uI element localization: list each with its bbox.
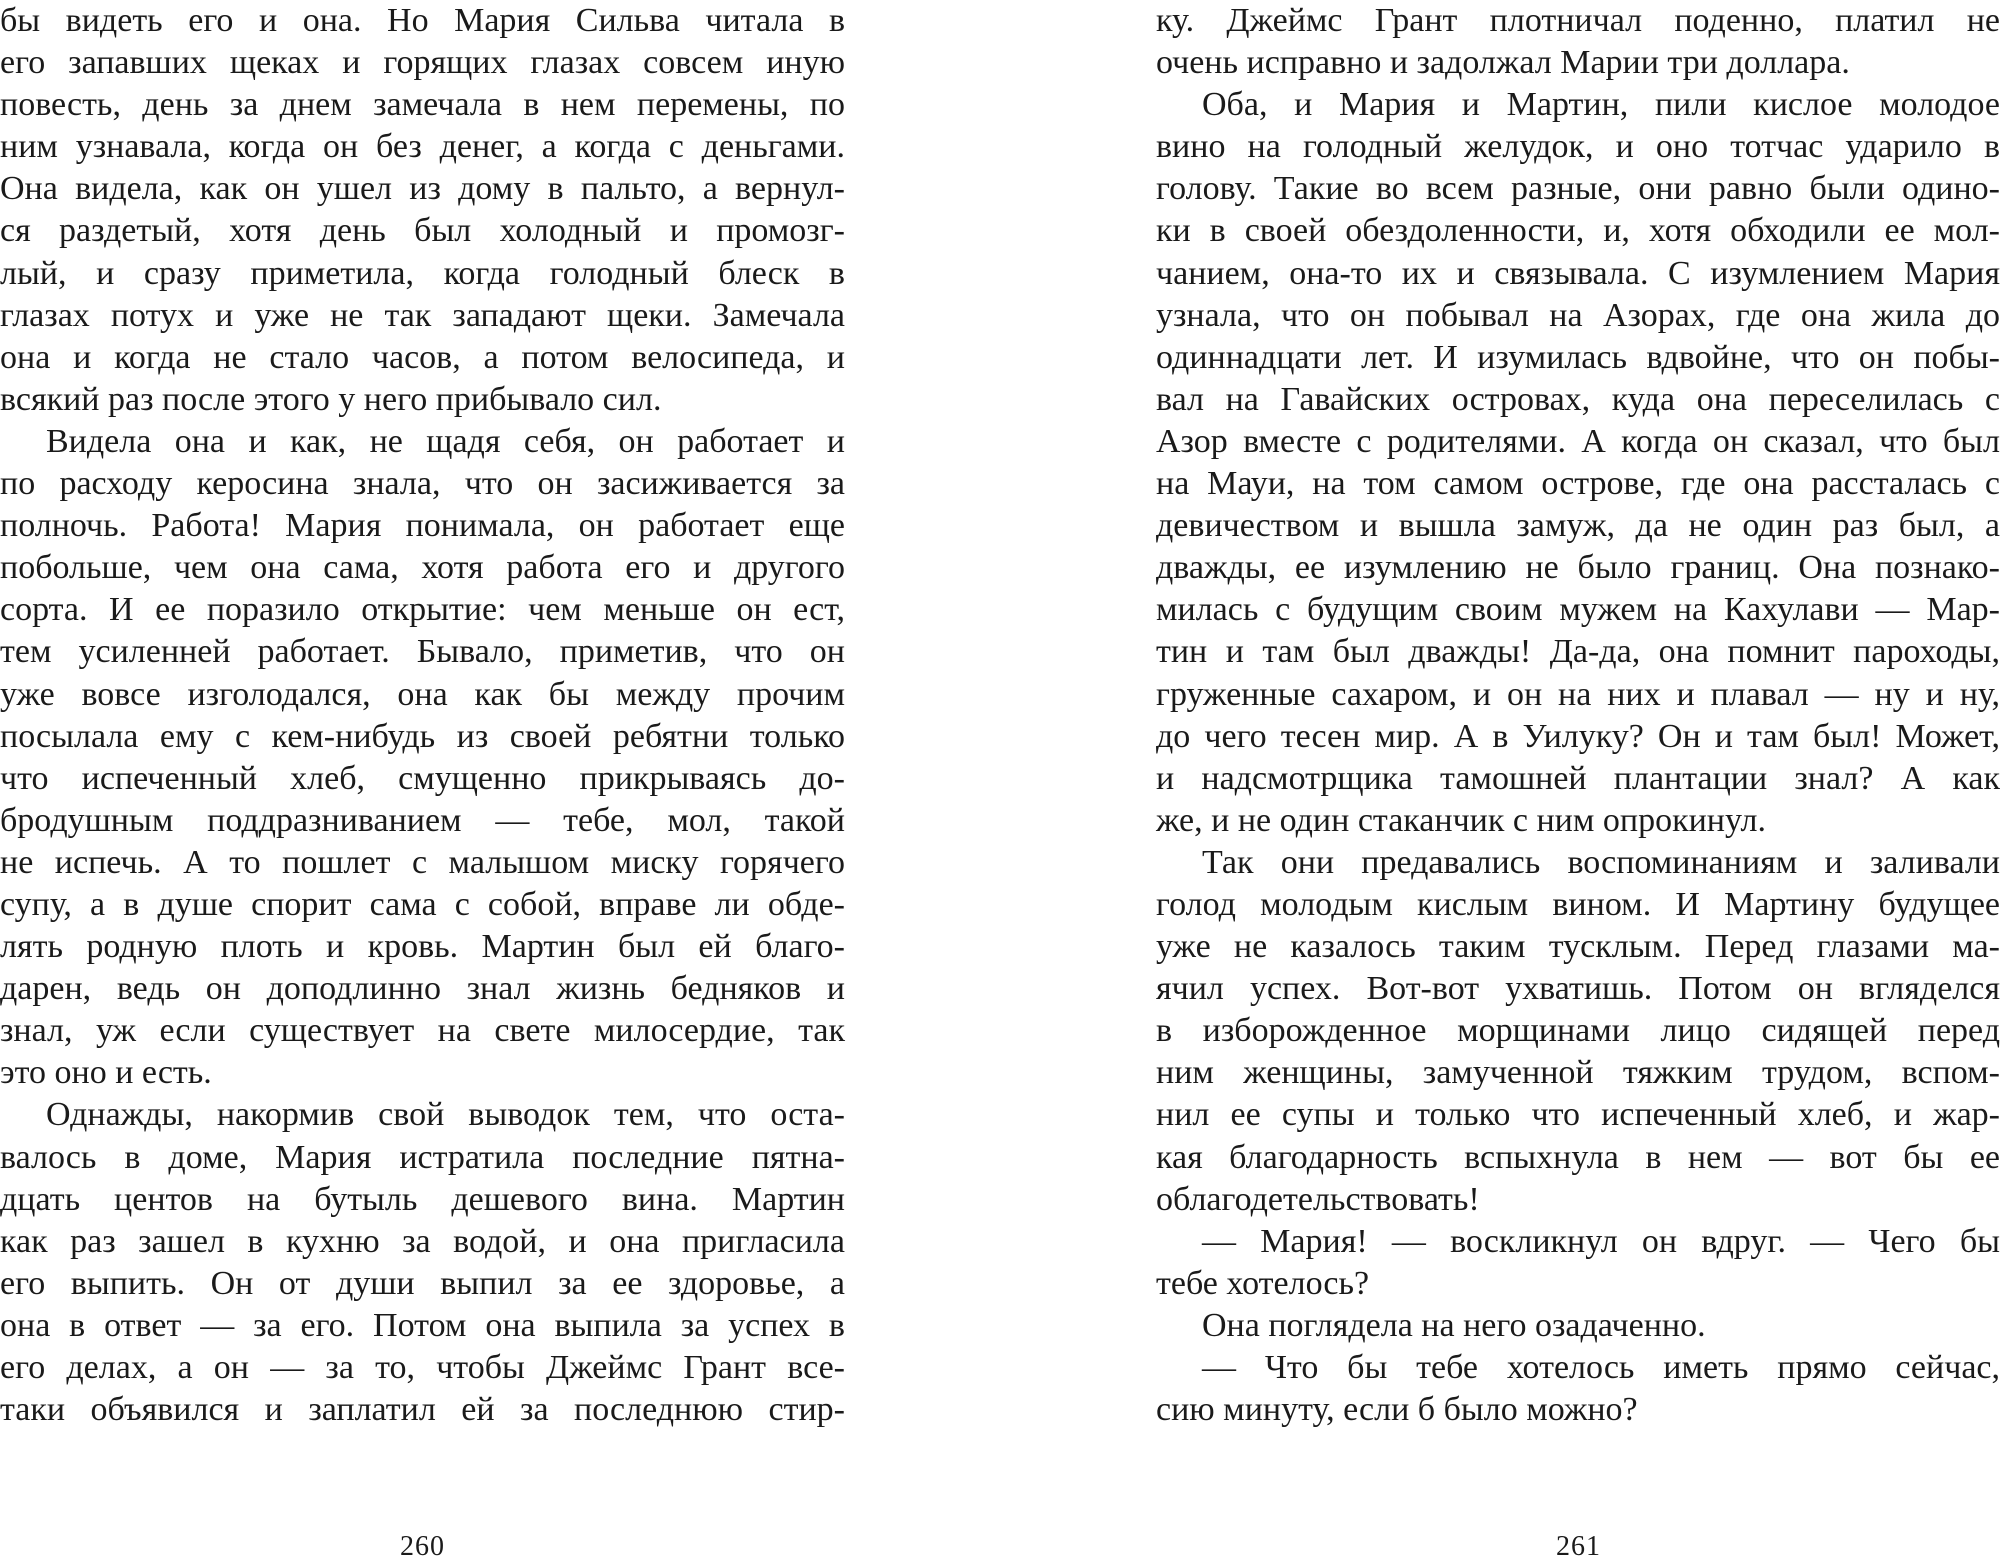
text-line: валось в доме, Мария истратила последние пятна-: [0, 1138, 845, 1176]
text-line: его запавших щеках и горящих глазах совсем иную: [0, 44, 845, 82]
text-line: милась с будущим своим мужем на Кахулави — Мар-: [1156, 591, 2000, 629]
text-line: Так они предавались воспоминаниям и заливали: [1202, 843, 2000, 881]
text-line: очень исправно и задолжал Марии три доллара.: [1156, 44, 1850, 82]
text-line: знал, уж если существует на свете милосердие, так: [0, 1012, 845, 1050]
text-line: как раз зашел в кухню за водой, и она пригласила: [0, 1222, 845, 1260]
text-line: одиннадцати лет. И изумилась вдвойне, что он побы-: [1156, 338, 2000, 376]
text-line: повесть, день за днем замечала в нем перемены, по: [0, 86, 845, 124]
text-line: уже не казалось таким тусклым. Перед глазами ма-: [1156, 928, 2000, 966]
text-line: это оно и есть.: [0, 1054, 212, 1092]
text-line: чанием, она-то их и связывала. С изумлением Мария: [1156, 254, 2000, 292]
right-page: [1156, 0, 2000, 1563]
text-line: уже вовсе изголодался, она как бы между прочим: [0, 675, 845, 713]
text-line: на Мауи, на том самом острове, где она рассталась с: [1156, 465, 2000, 503]
text-line: дважды, ее изумлению не было границ. Она познако-: [1156, 549, 2000, 587]
text-line: таки объявился и заплатил ей за последнюю стир-: [0, 1391, 845, 1429]
text-line: Видела она и как, не щадя себя, он работает и: [46, 422, 845, 460]
left-page: [0, 0, 845, 1563]
text-line: узнала, что он побывал на Азорах, где она жила до: [1156, 296, 2000, 334]
text-line: до чего тесен мир. А в Уилуку? Он и там был! Может,: [1156, 717, 2000, 755]
text-line: сию минуту, если б было можно?: [1156, 1391, 1638, 1429]
text-line: что испеченный хлеб, смущенно прикрываясь до-: [0, 759, 845, 797]
text-line: облагодетельствовать!: [1156, 1180, 1480, 1218]
text-line: супу, а в душе спорит сама с собой, вправе ли обде-: [0, 885, 845, 923]
text-line: побольше, чем она сама, хотя работа его и другого: [0, 549, 845, 587]
text-line: нил ее супы и только что испеченный хлеб, и жар-: [1156, 1096, 2000, 1134]
text-line: дцать центов на бутыль дешевого вина. Мартин: [0, 1180, 845, 1218]
text-line: тин и там был дважды! Да-да, она помнит пароходы,: [1156, 633, 2000, 671]
text-line: Однажды, накормив свой выводок тем, что оста-: [46, 1096, 845, 1134]
text-line: голову. Такие во всем разные, они равно были одино-: [1156, 170, 2000, 208]
text-line: ку. Джеймс Грант плотничал поденно, платил не: [1156, 2, 2000, 39]
text-line: груженные сахаром, и он на них и плавал — ну и ну,: [1156, 675, 2000, 713]
text-line: Азор вместе с родителями. А когда он сказал, что был: [1156, 422, 2000, 460]
text-line: по расходу керосина знала, что он засиживается за: [0, 465, 845, 503]
left-page-text: [0, 0, 845, 1431]
text-line: его выпить. Он от души выпил за ее здоровье, а: [0, 1264, 845, 1302]
text-line: — Что бы тебе хотелось иметь прямо сейчас,: [1202, 1349, 2000, 1386]
text-line: лять родную плоть и кровь. Мартин был ей благо-: [0, 928, 845, 966]
text-line: бродушным поддразниванием — тебе, мол, такой: [0, 801, 845, 839]
text-line: в изборожденное морщинами лицо сидящей перед: [1156, 1012, 2000, 1050]
text-line: же, и не один стаканчик с ним опрокинул.: [1156, 801, 1766, 839]
text-line: тебе хотелось?: [1156, 1264, 1370, 1302]
text-line: полночь. Работа! Мария понимала, он работает еще: [0, 507, 845, 545]
page-number-right: 261: [1556, 1531, 1601, 1562]
text-line: и надсмотрщика тамошней плантации знал? А как: [1156, 759, 2000, 797]
text-line: тем усиленней работает. Бывало, приметив, что он: [0, 633, 845, 671]
text-line: вал на Гавайских островах, куда она переселилась с: [1156, 380, 2000, 418]
text-line: не испечь. А то пошлет с малышом миску горячего: [0, 843, 845, 881]
text-line: вино на голодный желудок, и оно тотчас ударило в: [1156, 128, 2000, 166]
text-line: глазах потух и уже не так западают щеки. Замечала: [0, 296, 845, 334]
text-line: ячил успех. Вот-вот ухватишь. Потом он вгляделся: [1156, 970, 2000, 1008]
text-line: ним женщины, замученной тяжким трудом, вспом-: [1156, 1054, 2000, 1092]
text-line: дарен, ведь он доподлинно знал жизнь бедняков и: [0, 970, 845, 1008]
text-line: лый, и сразу приметила, когда голодный блеск в: [0, 254, 845, 292]
text-line: она и когда не стало часов, а потом велосипеда, и: [0, 338, 845, 376]
text-line: Она видела, как он ушел из дому в пальто, а вернул-: [0, 170, 845, 208]
text-line: голод молодым кислым вином. И Мартину будущее: [1156, 885, 2000, 923]
text-line: кая благодарность вспыхнула в нем — вот бы ее: [1156, 1138, 2000, 1176]
text-line: бы видеть его и она. Но Мария Сильва читала в: [0, 2, 845, 39]
right-page-text: [1156, 0, 2000, 1431]
text-line: сорта. И ее поразило открытие: чем меньше он ест,: [0, 591, 845, 629]
text-line: ки в своей обездоленности, и, хотя обходили ее мол-: [1156, 212, 2000, 250]
text-line: — Мария! — воскликнул он вдруг. — Чего бы: [1202, 1222, 2000, 1260]
text-line: Она поглядела на него озадаченно.: [1202, 1306, 1706, 1344]
text-line: его делах, а он — за то, чтобы Джеймс Грант все-: [0, 1349, 845, 1386]
text-line: ним узнавала, когда он без денег, а когда с деньгами.: [0, 128, 845, 166]
text-line: девичеством и вышла замуж, да не один раз был, а: [1156, 507, 2000, 545]
text-line: всякий раз после этого у него прибывало сил.: [0, 380, 662, 418]
page-number-left: 260: [400, 1531, 445, 1562]
text-line: посылала ему с кем-нибудь из своей ребятни только: [0, 717, 845, 755]
text-line: ся раздетый, хотя день был холодный и промозг-: [0, 212, 845, 250]
text-line: Оба, и Мария и Мартин, пили кислое молодое: [1202, 86, 2000, 124]
text-line: она в ответ — за его. Потом она выпила за успех в: [0, 1306, 845, 1344]
